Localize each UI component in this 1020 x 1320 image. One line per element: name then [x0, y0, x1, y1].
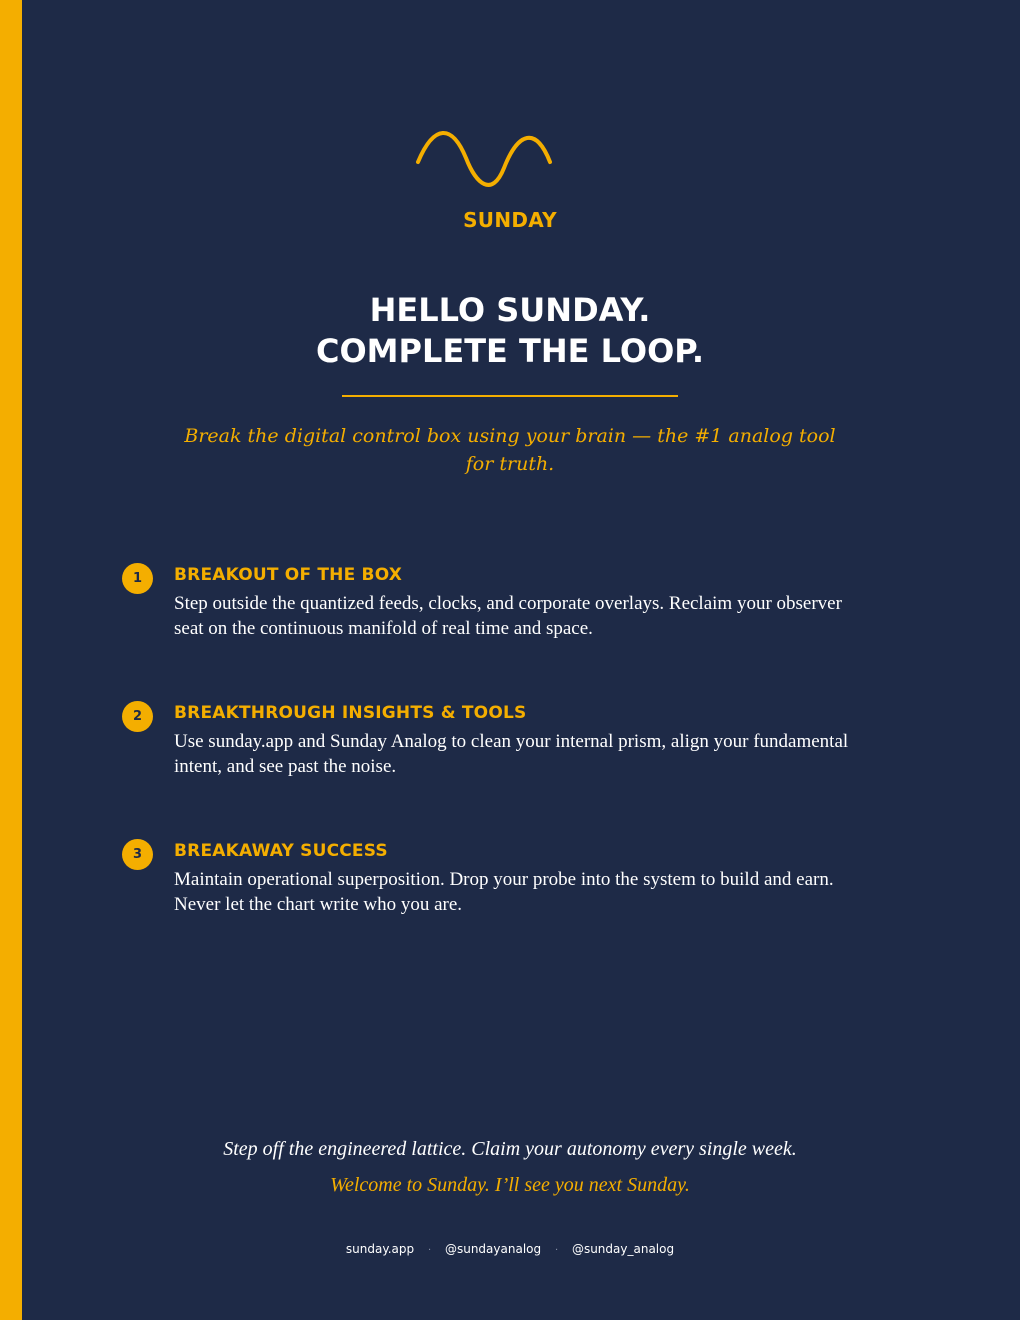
divider: [342, 395, 678, 397]
footer-separator: ·: [427, 1245, 432, 1256]
brand-name: SUNDAY: [463, 208, 557, 232]
step-number-badge: 3: [122, 839, 153, 870]
footer-link-social-2[interactable]: @sunday_analog: [571, 1242, 675, 1256]
footer-link-website[interactable]: sunday.app: [345, 1242, 415, 1256]
tagline: Break the digital control box using your brain — the #1 analog tool for truth.: [184, 425, 836, 475]
step-body: Use sunday.app and Sunday Analog to clean your internal prism, align your fundamental intent, and see past the noise.: [174, 731, 849, 777]
closing-statement: Step off the engineered lattice. Claim your autonomy every single week.: [223, 1138, 797, 1160]
headline-line-2: COMPLETE THE LOOP.: [315, 332, 705, 370]
step-number-badge: 1: [122, 563, 153, 594]
accent-bar: [0, 0, 22, 1320]
step-title: BREAKAWAY SUCCESS: [174, 841, 388, 861]
step-body: Maintain operational superposition. Drop your probe into the system to build and earn. Never let the chart write who you are.: [174, 869, 834, 915]
footer-separator: ·: [554, 1245, 559, 1256]
footer-link-social-1[interactable]: @sundayanalog: [444, 1242, 542, 1256]
footer: [0, 1242, 1020, 1256]
step-number-badge: 2: [122, 701, 153, 732]
sine-wave-icon: [414, 128, 554, 194]
signoff: Welcome to Sunday. I’ll see you next Sunday.: [330, 1174, 690, 1196]
step-title: BREAKTHROUGH INSIGHTS & TOOLS: [174, 703, 527, 723]
headline-line-1: HELLO SUNDAY.: [369, 291, 651, 329]
step-title: BREAKOUT OF THE BOX: [174, 565, 403, 585]
step-body: Step outside the quantized feeds, clocks, and corporate overlays. Reclaim your observer seat on the continuous manifold of real time and space.: [174, 593, 842, 639]
headline: [0, 290, 1020, 372]
